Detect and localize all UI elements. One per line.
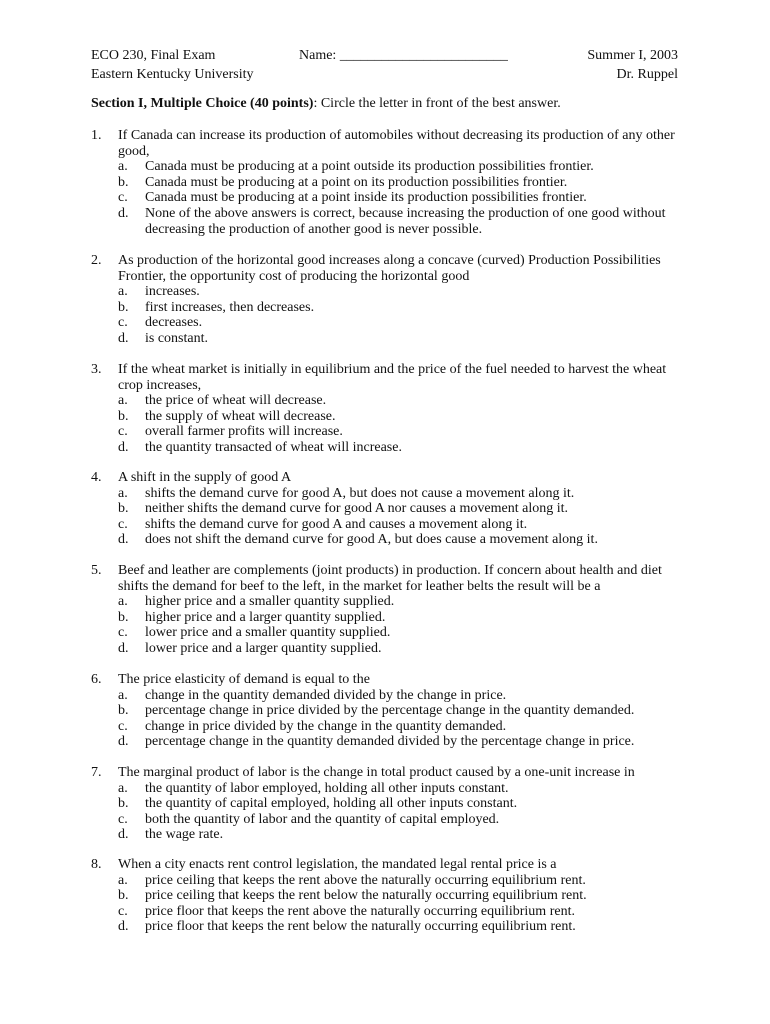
option-text: change in the quantity demanded divided by the change in price. (145, 687, 507, 703)
answer-option-b[interactable] (91, 300, 691, 316)
question-text: Beef and leather are complements (joint products) in production. If concern about health and diet shifts the demand for beef to the left, in the market for leather belts the result will be a (118, 563, 662, 594)
answer-option-b[interactable] (91, 501, 691, 517)
option-text: the quantity transacted of wheat will increase. (145, 439, 402, 455)
question-text: When a city enacts rent control legislation, the mandated legal rental price is a (118, 857, 557, 872)
option-letter: a. (118, 687, 128, 703)
option-letter: d. (118, 205, 129, 221)
option-letter: c. (118, 516, 128, 532)
option-letter: b. (118, 888, 129, 904)
answer-option-c[interactable] (91, 719, 691, 735)
option-text: price ceiling that keeps the rent below the naturally occurring equilibrium rent. (145, 888, 587, 904)
question-number: 1. (91, 128, 102, 143)
option-letter: d. (118, 919, 129, 935)
instructor-name: Dr. Ruppel (616, 67, 678, 82)
question-text: A shift in the supply of good A (118, 470, 292, 485)
answer-option-d[interactable] (91, 532, 691, 548)
answer-option-b[interactable] (91, 888, 691, 904)
answer-option-b[interactable] (91, 610, 691, 626)
option-text: neither shifts the demand curve for good A nor causes a movement along it. (145, 501, 569, 517)
option-letter: d. (118, 827, 129, 843)
answer-option-d[interactable] (91, 331, 691, 347)
option-letter: b. (118, 796, 129, 812)
option-text: does not shift the demand curve for good A, but does cause a movement along it. (145, 532, 598, 548)
question-5 (91, 563, 691, 657)
option-text: shifts the demand curve for good A and causes a movement along it. (145, 516, 528, 532)
answer-option-b[interactable] (91, 796, 691, 812)
option-text: percentage change in the quantity demanded divided by the percentage change in price. (145, 734, 635, 750)
answer-option-a[interactable] (91, 393, 691, 409)
answer-option-d[interactable] (91, 919, 691, 935)
question-text: The marginal product of labor is the change in total product caused by a one-unit increase in (118, 765, 635, 780)
option-text: higher price and a smaller quantity supplied. (145, 594, 395, 610)
option-text: shifts the demand curve for good A, but does not cause a movement along it. (145, 485, 575, 501)
option-text: None of the above answers is correct, because increasing the production of one good without decreasing the production of another good is never possible. (145, 205, 666, 237)
question-number: 7. (91, 765, 102, 780)
answer-option-c[interactable] (91, 812, 691, 828)
question-number: 6. (91, 672, 102, 687)
section-heading (91, 96, 561, 112)
answer-option-a[interactable] (91, 284, 691, 300)
option-letter: b. (118, 609, 129, 625)
option-text: overall farmer profits will increase. (145, 424, 343, 440)
course-title: ECO 230, Final Exam (91, 48, 216, 63)
option-letter: c. (118, 718, 128, 734)
option-text: price ceiling that keeps the rent above the naturally occurring equilibrium rent. (145, 872, 586, 888)
section-instructions: : Circle the letter in front of the best answer. (313, 96, 561, 111)
answer-option-d[interactable] (91, 641, 691, 657)
option-text: first increases, then decreases. (145, 299, 315, 315)
option-text: lower price and a larger quantity supplied. (145, 640, 382, 656)
option-letter: b. (118, 174, 129, 190)
option-text: Canada must be producing at a point outside its production possibilities frontier. (145, 159, 594, 175)
option-letter: a. (118, 159, 128, 175)
question-4 (91, 470, 691, 548)
question-text: If the wheat market is initially in equilibrium and the price of the fuel needed to harvest the wheat crop increases, (118, 362, 667, 393)
question-8 (91, 857, 691, 935)
option-text: lower price and a smaller quantity supplied. (145, 625, 391, 641)
option-letter: c. (118, 190, 128, 206)
option-letter: c. (118, 315, 128, 331)
option-letter: a. (118, 284, 128, 300)
option-text: price floor that keeps the rent below the naturally occurring equilibrium rent. (145, 919, 576, 935)
option-letter: b. (118, 408, 129, 424)
answer-option-a[interactable] (91, 873, 691, 889)
option-text: the quantity of capital employed, holding all other inputs constant. (145, 796, 518, 812)
option-letter: d. (118, 640, 129, 656)
option-letter: d. (118, 330, 129, 346)
answer-option-c[interactable] (91, 424, 691, 440)
option-text: the quantity of labor employed, holding all other inputs constant. (145, 780, 509, 796)
answer-option-c[interactable] (91, 625, 691, 641)
option-text: is constant. (145, 330, 208, 346)
option-text: increases. (145, 284, 200, 300)
answer-option-a[interactable] (91, 688, 691, 704)
option-letter: d. (118, 439, 129, 455)
student-name-field: Name: ________________________ (299, 48, 508, 63)
answer-option-c[interactable] (91, 517, 691, 533)
section-title: Section I, Multiple Choice (40 points) (91, 96, 314, 111)
option-letter: b. (118, 299, 129, 315)
question-text: If Canada can increase its production of automobiles without decreasing its production of any other good, (118, 128, 675, 159)
answer-option-a[interactable] (91, 594, 691, 610)
option-letter: a. (118, 872, 128, 888)
question-number: 2. (91, 253, 102, 268)
option-text: price floor that keeps the rent above the naturally occurring equilibrium rent. (145, 903, 575, 919)
exam-term: Summer I, 2003 (587, 48, 678, 63)
option-letter: b. (118, 703, 129, 719)
option-text: the supply of wheat will decrease. (145, 408, 336, 424)
question-number: 5. (91, 563, 102, 578)
answer-option-d[interactable] (91, 206, 691, 237)
option-text: Canada must be producing at a point on its production possibilities frontier. (145, 174, 568, 190)
option-text: percentage change in price divided by the percentage change in the quantity demanded. (145, 703, 635, 719)
question-3 (91, 362, 691, 456)
answer-option-c[interactable] (91, 315, 691, 331)
question-6 (91, 672, 691, 750)
option-letter: d. (118, 734, 129, 750)
option-letter: a. (118, 780, 128, 796)
option-letter: c. (118, 625, 128, 641)
answer-option-a[interactable] (91, 159, 691, 175)
answer-option-d[interactable] (91, 440, 691, 456)
answer-option-c[interactable] (91, 904, 691, 920)
question-text: The price elasticity of demand is equal to the (118, 672, 370, 687)
answer-option-d[interactable] (91, 827, 691, 843)
option-text: higher price and a larger quantity supplied. (145, 609, 386, 625)
question-number: 4. (91, 470, 102, 485)
answer-option-c[interactable] (91, 190, 691, 206)
answer-option-b[interactable] (91, 409, 691, 425)
question-number: 3. (91, 362, 102, 377)
question-text: As production of the horizontal good increases along a concave (curved) Production Possibilities Frontier, the opportunity cost of producing the horizontal good (118, 253, 661, 284)
question-2 (91, 253, 691, 347)
option-text: Canada must be producing at a point inside its production possibilities frontier. (145, 190, 587, 206)
university-name: Eastern Kentucky University (91, 67, 254, 82)
option-letter: c. (118, 424, 128, 440)
option-letter: a. (118, 393, 128, 409)
question-1 (91, 128, 691, 237)
answer-option-a[interactable] (91, 781, 691, 797)
answer-option-a[interactable] (91, 486, 691, 502)
answer-option-b[interactable] (91, 175, 691, 191)
answer-option-d[interactable] (91, 734, 691, 750)
option-letter: c. (118, 903, 128, 919)
option-letter: d. (118, 532, 129, 548)
question-7 (91, 765, 691, 843)
option-text: both the quantity of labor and the quantity of capital employed. (145, 811, 500, 827)
option-text: the wage rate. (145, 827, 224, 843)
question-number: 8. (91, 857, 102, 872)
option-letter: a. (118, 594, 128, 610)
option-text: the price of wheat will decrease. (145, 393, 327, 409)
option-text: decreases. (145, 315, 203, 331)
option-letter: a. (118, 485, 128, 501)
option-text: change in price divided by the change in the quantity demanded. (145, 718, 507, 734)
answer-option-b[interactable] (91, 703, 691, 719)
option-letter: b. (118, 501, 129, 517)
option-letter: c. (118, 811, 128, 827)
